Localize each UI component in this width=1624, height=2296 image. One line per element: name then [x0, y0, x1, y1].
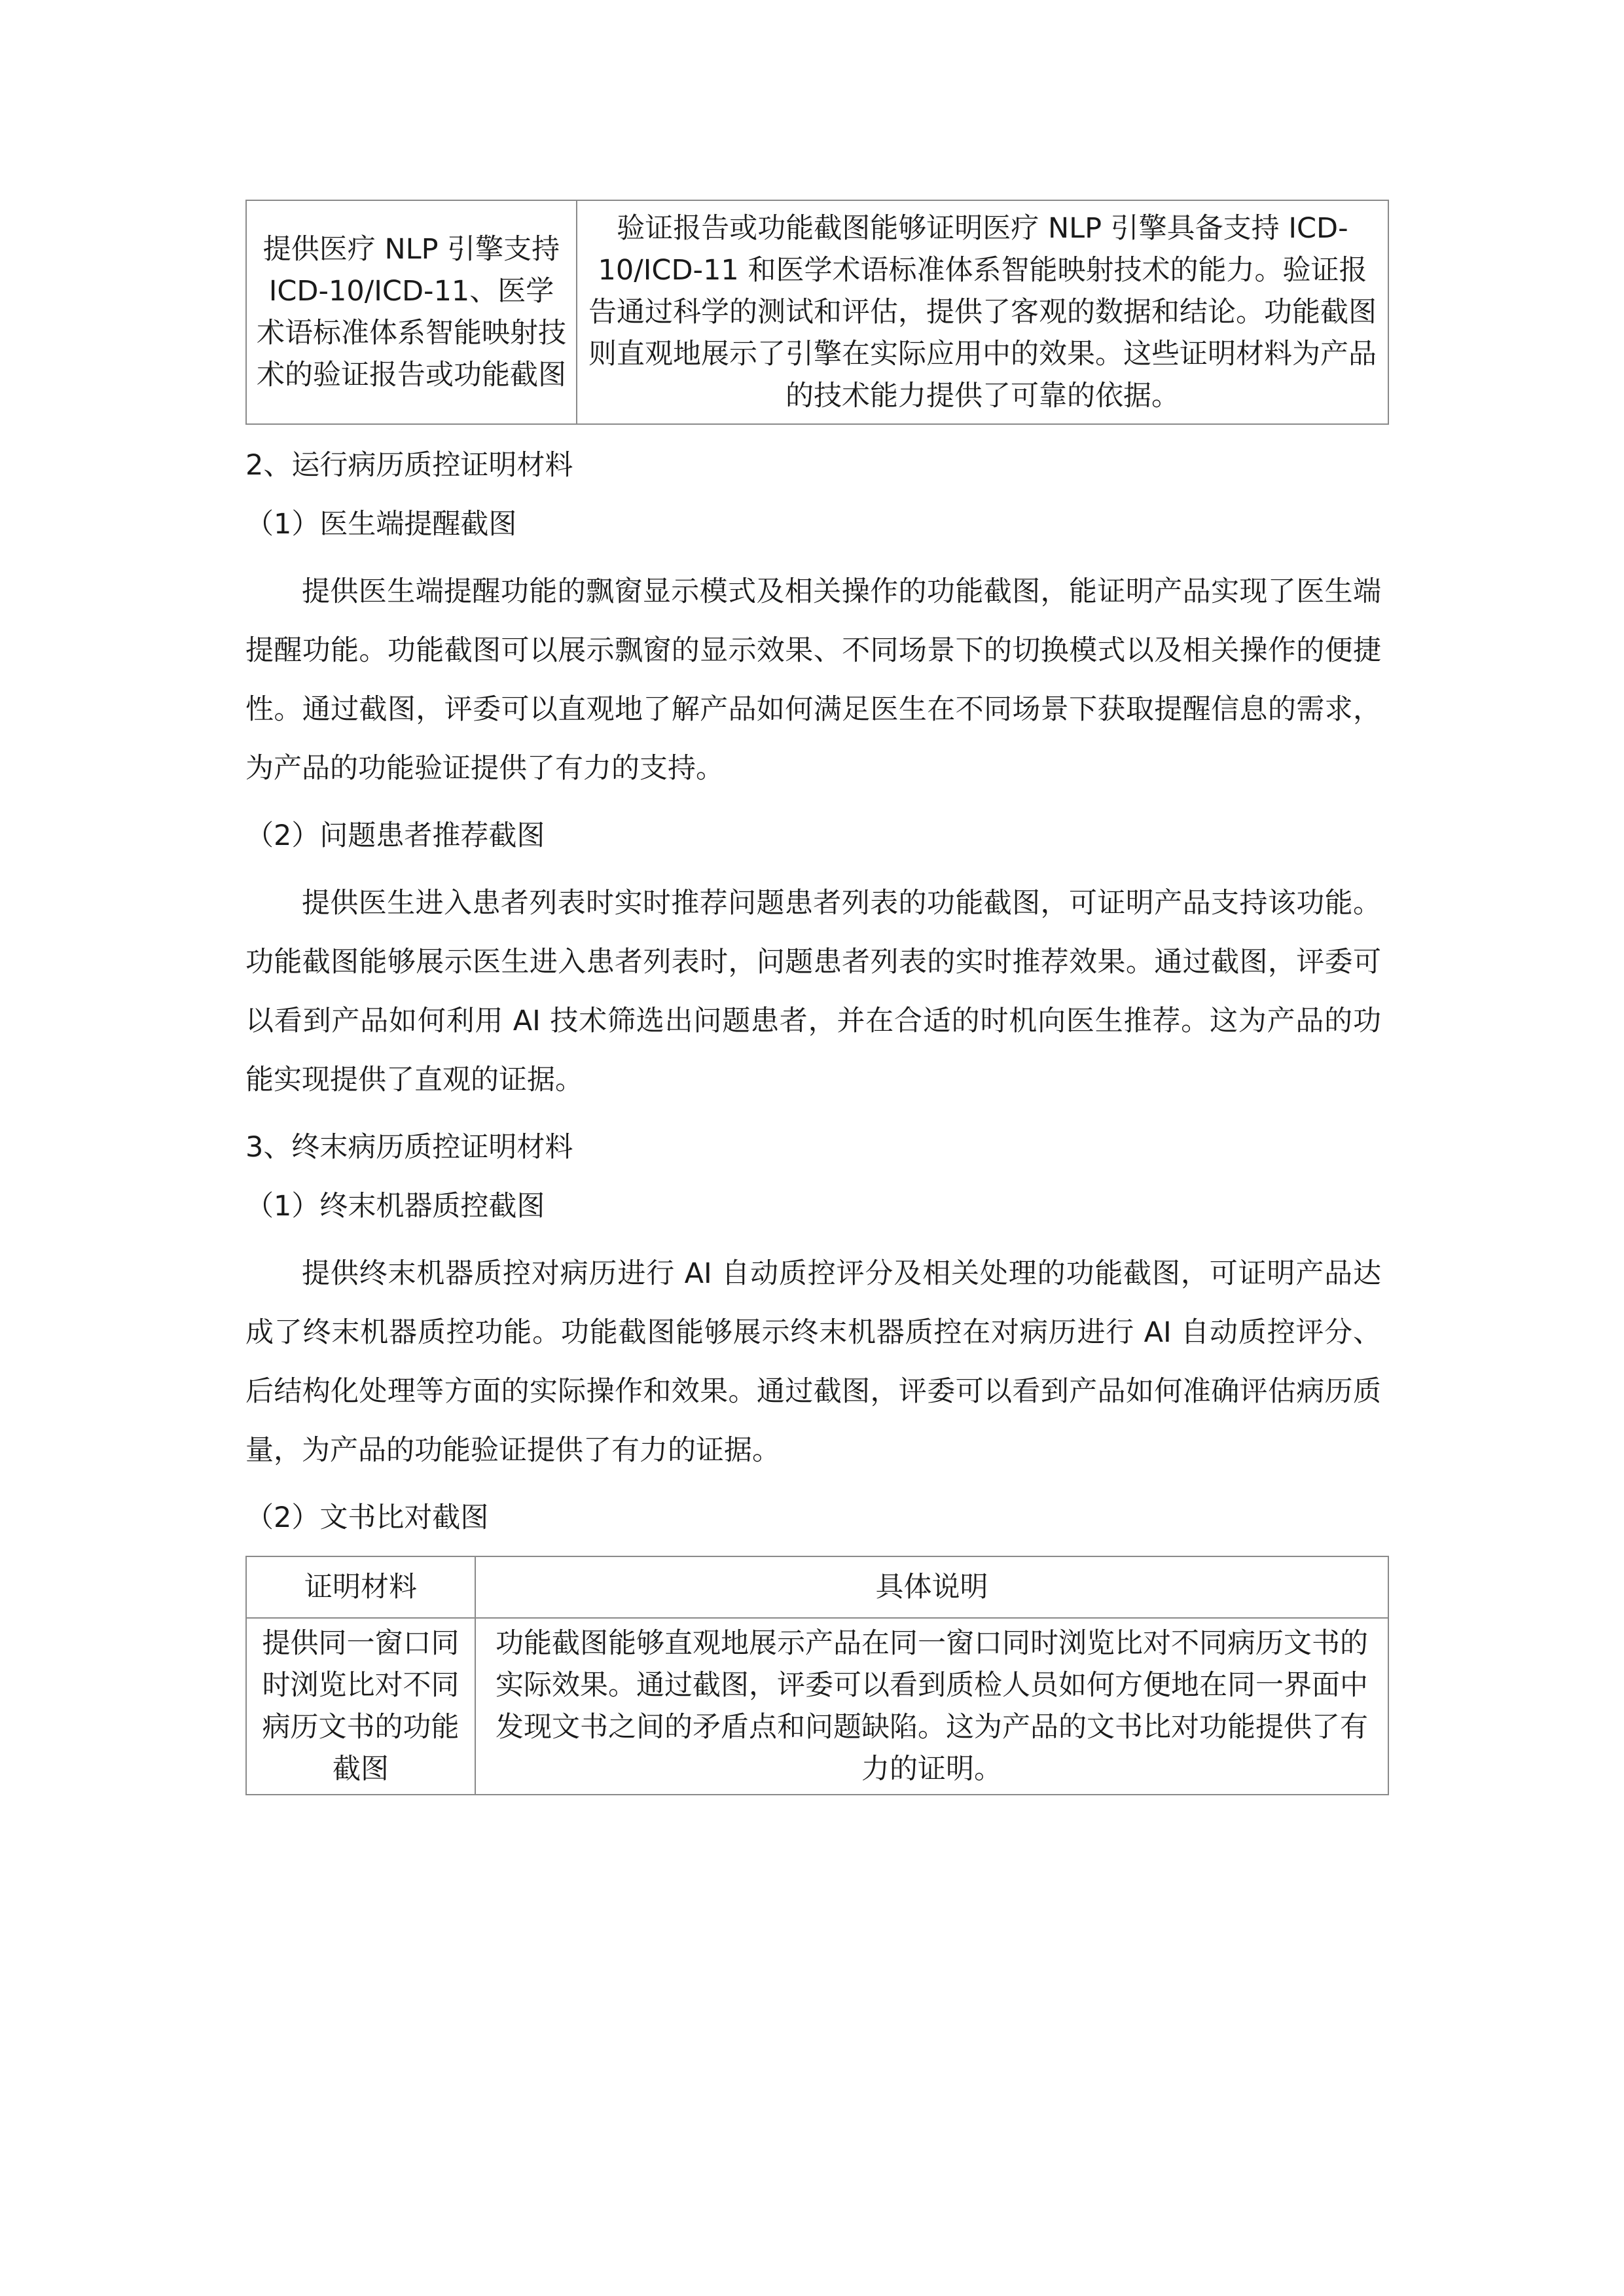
paragraph: 提供终末机器质控对病历进行 AI 自动质控评分及相关处理的功能截图，可证明产品达成了终末机器质控功能。功能截图能够展示终末机器质控在对病历进行 AI 自动质控评分、后结构化处理等方面的实际操作和效果。通过截图，评委可以看到产品如何准确评估病历质量，为产品的功能验证提供了有力的证据。	[245, 1257, 1381, 1467]
table-cell-material: 提供医疗 NLP 引擎支持 ICD-10/ICD-11、医学术语标准体系智能映射技术的验证报告或功能截图	[246, 200, 577, 424]
section-heading: 3、终末病历质控证明材料	[245, 1131, 573, 1164]
table-row	[246, 1618, 1388, 1795]
table-header-description: 具体说明	[475, 1556, 1388, 1618]
table-header-row	[246, 1556, 1388, 1618]
paragraph: 提供医生进入患者列表时实时推荐问题患者列表的功能截图，可证明产品支持该功能。功能截图能够展示医生进入患者列表时，问题患者列表的实时推荐效果。通过截图，评委可以看到产品如何利用 AI 技术筛选出问题患者，并在合适的时机向医生推荐。这为产品的功能实现提供了直观的证据。	[245, 887, 1381, 1096]
table-cell-material: 提供同一窗口同时浏览比对不同病历文书的功能截图	[246, 1618, 475, 1795]
paragraph: 提供医生端提醒功能的飘窗显示模式及相关操作的功能截图，能证明产品实现了医生端提醒功能。功能截图可以展示飘窗的显示效果、不同场景下的切换模式以及相关操作的便捷性。通过截图，评委可以直观地了解产品如何满足医生在不同场景下获取提醒信息的需求，为产品的功能验证提供了有力的支持。	[245, 575, 1381, 785]
document-page	[245, 200, 1394, 1795]
evidence-table-comparison	[245, 1556, 1389, 1795]
section-heading: 2、运行病历质控证明材料	[245, 449, 573, 482]
subsection-heading: （1）终末机器质控截图	[245, 1190, 545, 1223]
table-header-material: 证明材料	[246, 1556, 475, 1618]
subsection-heading: （1）医生端提醒截图	[245, 508, 517, 541]
subsection-heading: （2）问题患者推荐截图	[245, 819, 545, 852]
table-cell-description: 验证报告或功能截图能够证明医疗 NLP 引擎具备支持 ICD-10/ICD-11 和医学术语标准体系智能映射技术的能力。验证报告通过科学的测试和评估，提供了客观的数据和结论。功能截图则直观地展示了引擎在实际应用中的效果。这些证明材料为产品的技术能力提供了可靠的依据。	[577, 200, 1388, 424]
table-row	[246, 200, 1388, 424]
table-cell-description: 功能截图能够直观地展示产品在同一窗口同时浏览比对不同病历文书的实际效果。通过截图，评委可以看到质检人员如何方便地在同一界面中发现文书之间的矛盾点和问题缺陷。这为产品的文书比对功能提供了有力的证明。	[475, 1618, 1388, 1795]
evidence-table-nlp	[245, 200, 1389, 425]
subsection-heading: （2）文书比对截图	[245, 1501, 489, 1534]
